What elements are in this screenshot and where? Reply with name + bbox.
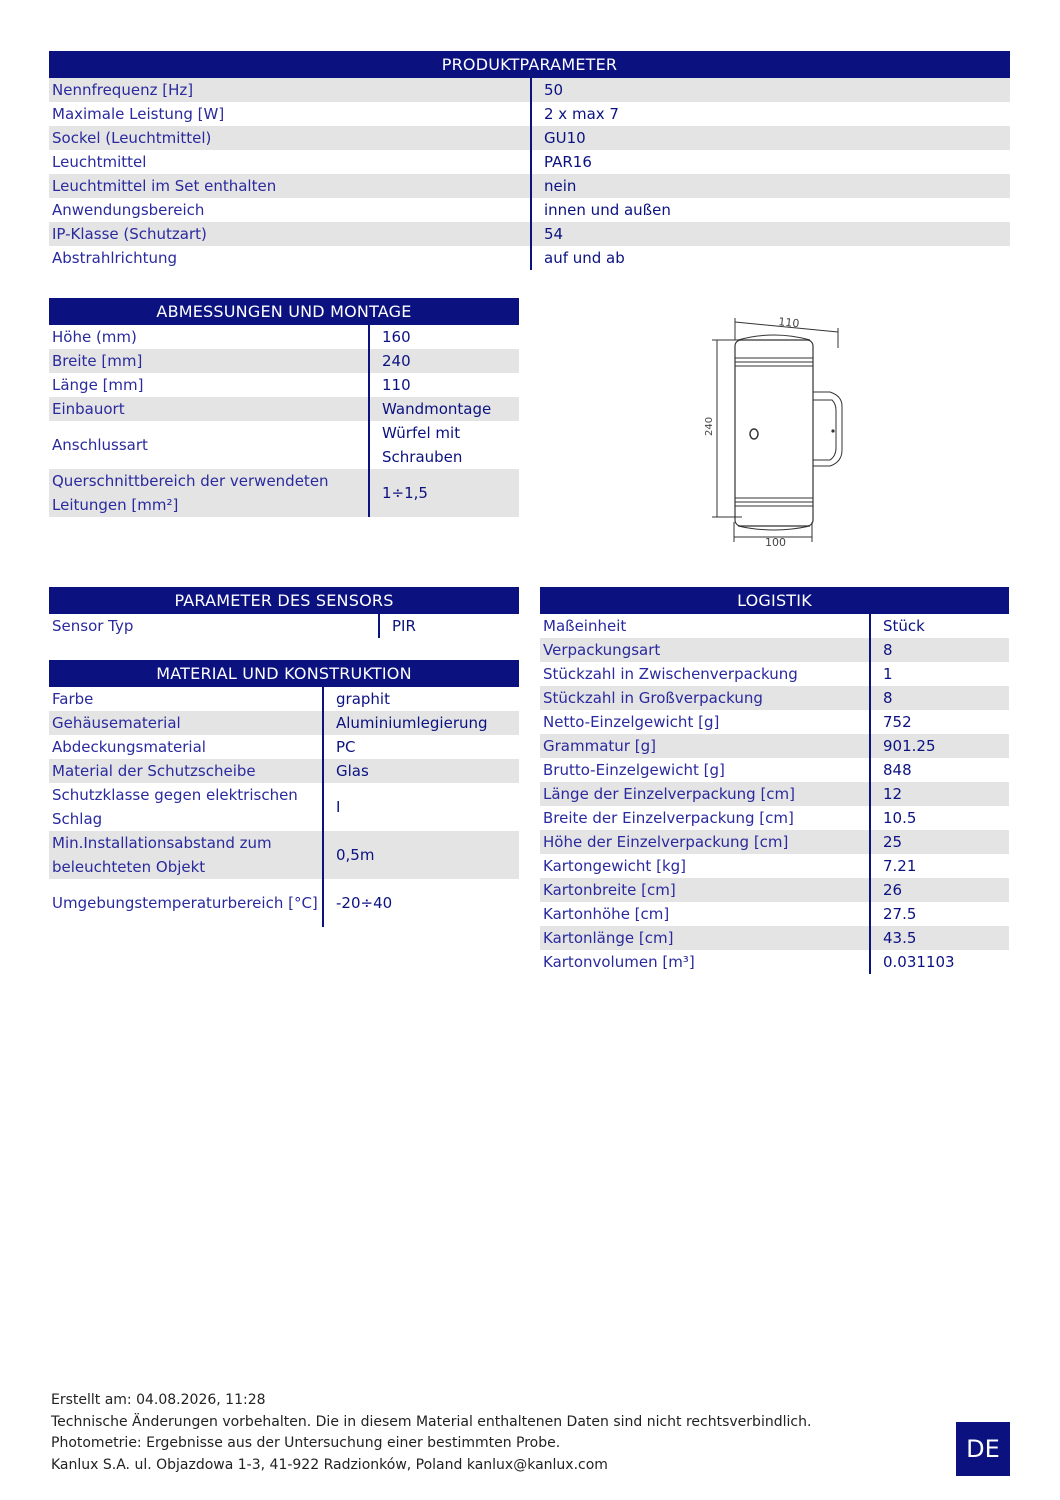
row-value: 2 x max 7 — [530, 102, 1010, 126]
row-label: Brutto-Einzelgewicht [g] — [543, 761, 725, 779]
row-value: graphit — [322, 687, 519, 711]
row-value: 1 — [869, 662, 1009, 686]
row-value: 8 — [869, 638, 1009, 662]
row-label: Anwendungsbereich — [52, 201, 205, 219]
row-label: Sockel (Leuchtmittel) — [52, 129, 212, 147]
row-value: 1÷1,5 — [368, 469, 519, 517]
table-row — [540, 734, 1009, 758]
row-label: Einbauort — [52, 400, 125, 418]
table-row — [540, 782, 1009, 806]
row-value: 240 — [368, 349, 519, 373]
created-date: Erstellt am: 04.08.2026, 11:28 — [51, 1392, 266, 1408]
table-row — [540, 758, 1009, 782]
table-row — [540, 710, 1009, 734]
table-row — [540, 878, 1009, 902]
table-row — [49, 711, 519, 735]
table-row — [49, 174, 1010, 198]
disclaimer-text: Technische Änderungen vorbehalten. Die in diesem Material enthaltenen Daten sind nicht rechtsverbindlich. — [51, 1413, 812, 1430]
table-row — [49, 735, 519, 759]
row-label: Abstrahlrichtung — [52, 249, 178, 267]
footer — [51, 1390, 931, 1476]
row-value: Glas — [322, 759, 519, 783]
material-construction-table — [49, 660, 519, 927]
table-row — [49, 831, 519, 879]
table-row — [49, 78, 1010, 102]
row-value: -20÷40 — [322, 879, 519, 927]
table-row — [49, 150, 1010, 174]
row-label: Verpackungsart — [543, 641, 661, 659]
row-label: Grammatur [g] — [543, 737, 656, 755]
row-value: nein — [530, 174, 1010, 198]
row-label: Stückzahl in Zwischenverpackung — [543, 665, 798, 683]
row-label: IP-Klasse (Schutzart) — [52, 225, 207, 243]
row-value: 10.5 — [869, 806, 1009, 830]
table-row — [49, 421, 519, 469]
row-value: Würfel mit Schrauben — [368, 421, 519, 469]
product-parameters-table — [49, 51, 1010, 270]
row-value: Wandmontage — [368, 397, 519, 421]
row-value: 848 — [869, 758, 1009, 782]
row-label: Abdeckungsmaterial — [52, 738, 206, 756]
table-row — [49, 373, 519, 397]
table-row — [49, 246, 1010, 270]
row-value: 43.5 — [869, 926, 1009, 950]
table-row — [49, 879, 519, 927]
table-row — [540, 830, 1009, 854]
row-value: GU10 — [530, 126, 1010, 150]
row-label: Maximale Leistung [W] — [52, 105, 225, 123]
table-row — [540, 638, 1009, 662]
row-value: auf und ab — [530, 246, 1010, 270]
dimensions-mounting-table — [49, 298, 519, 517]
row-label: Anschlussart — [52, 436, 148, 454]
row-label: Länge [mm] — [52, 376, 144, 394]
row-label: Nennfrequenz [Hz] — [52, 81, 194, 99]
row-label: Leuchtmittel — [52, 153, 147, 171]
table-row — [49, 687, 519, 711]
row-label: Netto-Einzelgewicht [g] — [543, 713, 720, 731]
row-value: I — [322, 783, 519, 831]
row-value: PIR — [378, 614, 519, 638]
row-label: Farbe — [52, 690, 94, 708]
row-label: Kartonbreite [cm] — [543, 881, 676, 899]
company-address: Kanlux S.A. ul. Objazdowa 1-3, 41-922 Radzionków, Poland kanlux@kanlux.com — [51, 1456, 608, 1473]
row-label: Sensor Typ — [52, 617, 134, 635]
row-value: PC — [322, 735, 519, 759]
table-row — [49, 397, 519, 421]
row-label: Schutzklasse gegen elektrischen Schlag — [52, 786, 298, 828]
table-row — [49, 325, 519, 349]
row-label: Höhe der Einzelverpackung [cm] — [543, 833, 789, 851]
table-row — [540, 686, 1009, 710]
table-row — [49, 614, 519, 638]
row-label: Leuchtmittel im Set enthalten — [52, 177, 277, 195]
row-label: Querschnittbereich der verwendeten Leitungen [mm²] — [52, 472, 329, 514]
dim-top-label: 110 — [777, 315, 800, 331]
table-row — [540, 926, 1009, 950]
row-label: Umgebungstemperaturbereich [°C] — [52, 894, 318, 912]
row-value: 25 — [869, 830, 1009, 854]
row-label: Breite [mm] — [52, 352, 143, 370]
row-value: Stück — [869, 614, 1009, 638]
table-row — [540, 854, 1009, 878]
table-row — [540, 902, 1009, 926]
table-row — [49, 198, 1010, 222]
table-row — [49, 469, 519, 517]
photometry-note: Photometrie: Ergebnisse aus der Untersuchung einer bestimmten Probe. — [51, 1435, 561, 1451]
table-row — [49, 126, 1010, 150]
dim-bottom-label: 100 — [765, 536, 786, 549]
table-header: PRODUKTPARAMETER — [49, 51, 1010, 78]
row-value: 0,5m — [322, 831, 519, 879]
row-label: Stückzahl in Großverpackung — [543, 689, 763, 707]
row-value: Aluminiumlegierung — [322, 711, 519, 735]
table-row — [49, 759, 519, 783]
table-row — [49, 222, 1010, 246]
table-row — [49, 783, 519, 831]
row-label: Kartongewicht [kg] — [543, 857, 686, 875]
table-row — [49, 102, 1010, 126]
table-row — [540, 662, 1009, 686]
row-label: Kartonlänge [cm] — [543, 929, 674, 947]
sensor-parameters-table — [49, 587, 519, 638]
row-label: Kartonvolumen [m³] — [543, 953, 695, 971]
row-value: 54 — [530, 222, 1010, 246]
row-value: 26 — [869, 878, 1009, 902]
row-label: Gehäusematerial — [52, 714, 181, 732]
row-value: 50 — [530, 78, 1010, 102]
language-badge: DE — [956, 1422, 1010, 1476]
row-label: Material der Schutzscheibe — [52, 762, 256, 780]
row-value: innen und außen — [530, 198, 1010, 222]
row-value: PAR16 — [530, 150, 1010, 174]
row-value: 901.25 — [869, 734, 1009, 758]
row-value: 160 — [368, 325, 519, 349]
row-value: 12 — [869, 782, 1009, 806]
row-value: 0.031103 — [869, 950, 1009, 974]
table-row — [49, 349, 519, 373]
row-label: Länge der Einzelverpackung [cm] — [543, 785, 796, 803]
row-value: 110 — [368, 373, 519, 397]
row-label: Kartonhöhe [cm] — [543, 905, 670, 923]
logistics-table — [540, 587, 1009, 974]
row-value: 752 — [869, 710, 1009, 734]
table-header: PARAMETER DES SENSORS — [49, 587, 519, 614]
row-value: 8 — [869, 686, 1009, 710]
row-label: Breite der Einzelverpackung [cm] — [543, 809, 794, 827]
row-label: Maßeinheit — [543, 617, 627, 635]
row-value: 27.5 — [869, 902, 1009, 926]
table-header: ABMESSUNGEN UND MONTAGE — [49, 298, 519, 325]
row-label: Höhe (mm) — [52, 328, 137, 346]
row-value: 7.21 — [869, 854, 1009, 878]
dim-side-label: 240 — [704, 416, 715, 436]
row-label: Min.Installationsabstand zum beleuchteten Objekt — [52, 834, 272, 876]
table-row — [540, 806, 1009, 830]
table-row — [540, 614, 1009, 638]
table-header: LOGISTIK — [540, 587, 1009, 614]
table-row — [540, 950, 1009, 974]
product-dimension-drawing — [690, 310, 860, 550]
table-header: MATERIAL UND KONSTRUKTION — [49, 660, 519, 687]
